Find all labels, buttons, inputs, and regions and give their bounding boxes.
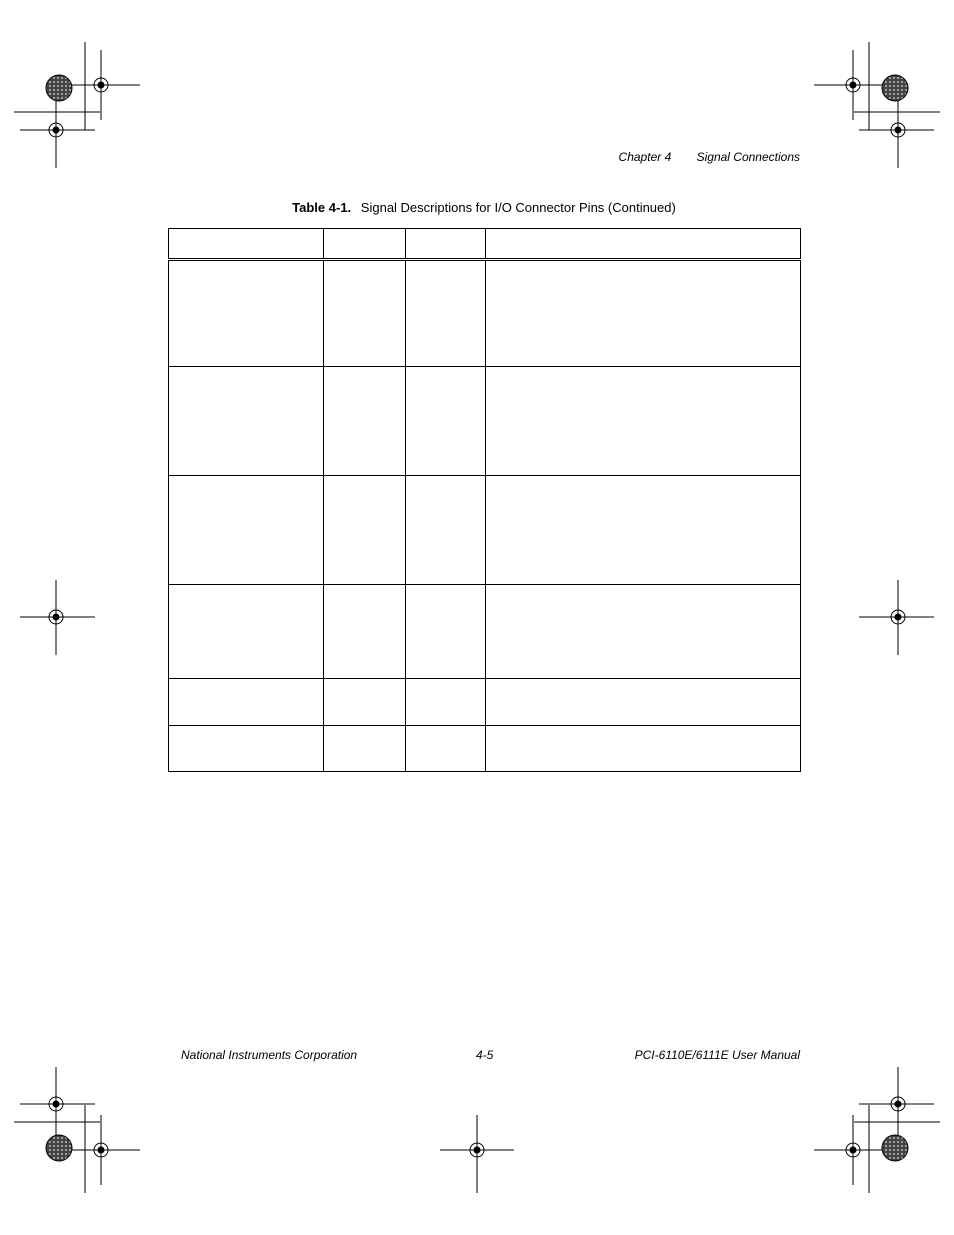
table-row [169,726,801,772]
table-cell [169,585,324,679]
table-cell [169,476,324,585]
registration-mark-bottom-center [440,1115,514,1193]
registration-mark-top-right [814,42,940,168]
table-cell [324,476,406,585]
table-cell [406,367,486,476]
table-row [169,585,801,679]
table-cell [406,679,486,726]
table-cell [406,260,486,367]
registration-mark-middle-left [20,580,95,655]
table-cell [486,726,801,772]
table-title: Signal Descriptions for I/O Connector Pins (Continued) [360,200,676,215]
table-row [169,476,801,585]
column-header [169,229,324,260]
table-row [169,367,801,476]
table-row [169,679,801,726]
table-row [169,260,801,367]
page-number: 4-5 [476,1048,494,1062]
table-cell [406,476,486,585]
starburst-icon [46,75,72,101]
table-cell [406,585,486,679]
registration-mark-bottom-left [14,1067,140,1193]
column-header [324,229,406,260]
column-header [486,229,801,260]
registration-mark-top-left [14,42,140,168]
table-caption [168,200,800,215]
table-cell [169,726,324,772]
table-cell [169,367,324,476]
chapter-label: Chapter 4 [618,150,672,164]
column-header [406,229,486,260]
table-cell [486,476,801,585]
registration-mark-bottom-right [814,1067,940,1193]
table-cell [324,679,406,726]
table-cell [324,367,406,476]
registration-mark-middle-right [859,580,934,655]
table-cell [486,367,801,476]
table-cell [324,260,406,367]
footer-manual-title: PCI-6110E/6111E User Manual [634,1048,800,1062]
table-cell [324,726,406,772]
table-header-row [169,229,801,260]
table-cell [169,679,324,726]
starburst-icon [46,1135,72,1161]
signal-descriptions-table [168,228,801,772]
table-cell [169,260,324,367]
running-header [500,150,800,164]
section-label: Signal Connections [696,150,800,164]
table-cell [486,679,801,726]
table-cell [486,260,801,367]
footer-company: National Instruments Corporation [181,1048,358,1062]
table-cell [486,585,801,679]
starburst-icon [882,1135,908,1161]
table-cell [324,585,406,679]
table-number: Table 4-1. [292,200,352,215]
starburst-icon [882,75,908,101]
table-cell [406,726,486,772]
